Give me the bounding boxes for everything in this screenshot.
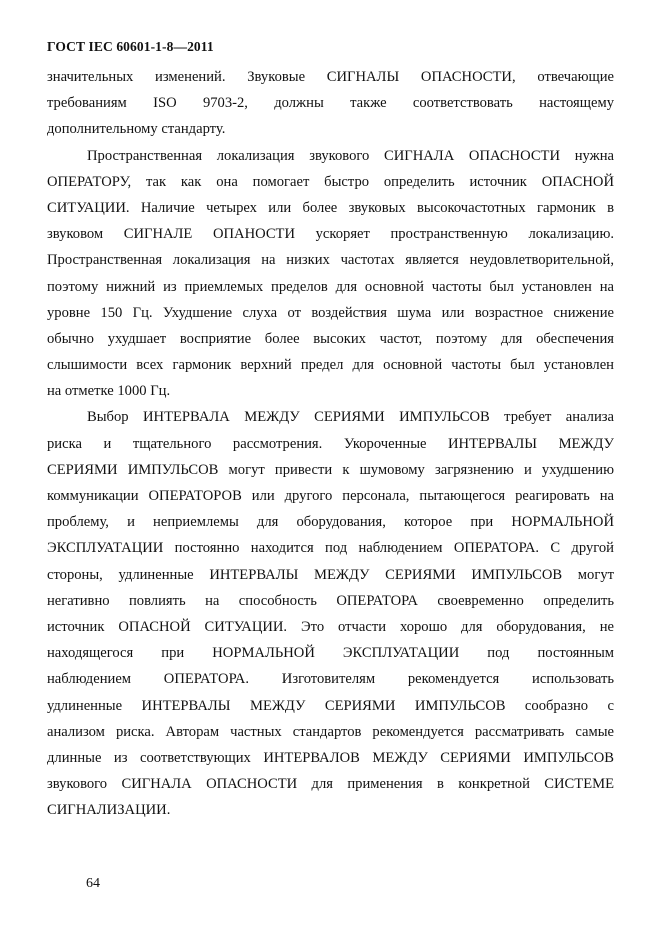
text-line: Выбор ИНТЕРВАЛА МЕЖДУ СЕРИЯМИ ИМПУЛЬСОВ требует анализа (87, 409, 614, 426)
text-line: проблему, и неприемлемы для оборудования, которое при НОРМАЛЬНОЙ (47, 514, 614, 531)
text-line: источник ОПАСНОЙ СИТУАЦИИ. Это отчасти хорошо для оборудования, не (47, 618, 614, 635)
text-line: находящегося при НОРМАЛЬНОЙ ЭКСПЛУАТАЦИИ под постоянным (47, 645, 614, 662)
text-line: удлиненные ИНТЕРВАЛЫ МЕЖДУ СЕРИЯМИ ИМПУЛЬСОВ сообразно с (47, 697, 614, 714)
text-line: коммуникации ОПЕРАТОРОВ или другого персонала, пытающегося реагировать на (47, 488, 614, 504)
text-line: ОПЕРАТОРУ, так как она помогает быстро определить источник ОПАСНОЙ (47, 173, 614, 190)
text-line: ЭКСПЛУАТАЦИИ постоянно находится под наблюдением ОПЕРАТОРА. С другой (47, 540, 614, 557)
text-line: СИТУАЦИИ. Наличие четырех или более звуковых высокочастотных гармоник в (47, 199, 614, 216)
text-line: Пространственная локализация звукового СИГНАЛА ОПАСНОСТИ нужна (87, 147, 614, 164)
text-line: негативно повлиять на способность ОПЕРАТОРА своевременно определить (47, 592, 614, 609)
standard-header: ГОСТ IEC 60601-1-8—2011 (47, 39, 214, 54)
text-line: слышимости всех гармоник верхний предел для основной частоты был установлен (47, 357, 614, 374)
text-line: обычно ухудшает восприятие более высоких частот, поэтому для обеспечения (47, 330, 614, 347)
text-line: уровне 150 Гц. Ухудшение слуха от воздействия шума или возрастное снижение (47, 304, 614, 321)
text-line: на отметке 1000 Гц. (47, 383, 171, 400)
text-line: звукового СИГНАЛА ОПАСНОСТИ для применения в конкретной СИСТЕМЕ (47, 776, 614, 793)
text-line: СИГНАЛИЗАЦИИ. (47, 802, 171, 819)
text-line: значительных изменений. Звуковые СИГНАЛЫ ОПАСНОСТИ, отвечающие (47, 69, 614, 85)
text-line: СЕРИЯМИ ИМПУЛЬСОВ могут привести к шумовому загрязнению и ухудшению (47, 461, 614, 478)
text-line: стороны, удлиненные ИНТЕРВАЛЫ МЕЖДУ СЕРИЯМИ ИМПУЛЬСОВ могут (47, 566, 614, 583)
page-number: 64 (86, 876, 100, 891)
text-line: требованиям ISO 9703-2, должны также соответствовать настоящему (47, 95, 614, 112)
text-line: поэтому нижний из приемлемых пределов для основной частоты был установлен на (47, 278, 614, 295)
text-line: наблюдением ОПЕРАТОРА. Изготовителям рекомендуется использовать (47, 671, 614, 688)
body-text (47, 64, 614, 823)
text-line: звуковом СИГНАЛЕ ОПАНОСТИ ускоряет пространственную локализацию. (47, 226, 614, 243)
text-line: риска и тщательного рассмотрения. Укороченные ИНТЕРВАЛЫ МЕЖДУ (47, 435, 614, 452)
text-line: дополнительному стандарту. (47, 121, 226, 138)
text-line: длинные из соответствующих ИНТЕРВАЛОВ МЕЖДУ СЕРИЯМИ ИМПУЛЬСОВ (47, 749, 614, 766)
text-line: Пространственная локализация на низких частотах является неудовлетворительной, (47, 252, 614, 269)
text-line: анализом риска. Авторам частных стандартов рекомендуется рассматривать самые (47, 723, 614, 740)
